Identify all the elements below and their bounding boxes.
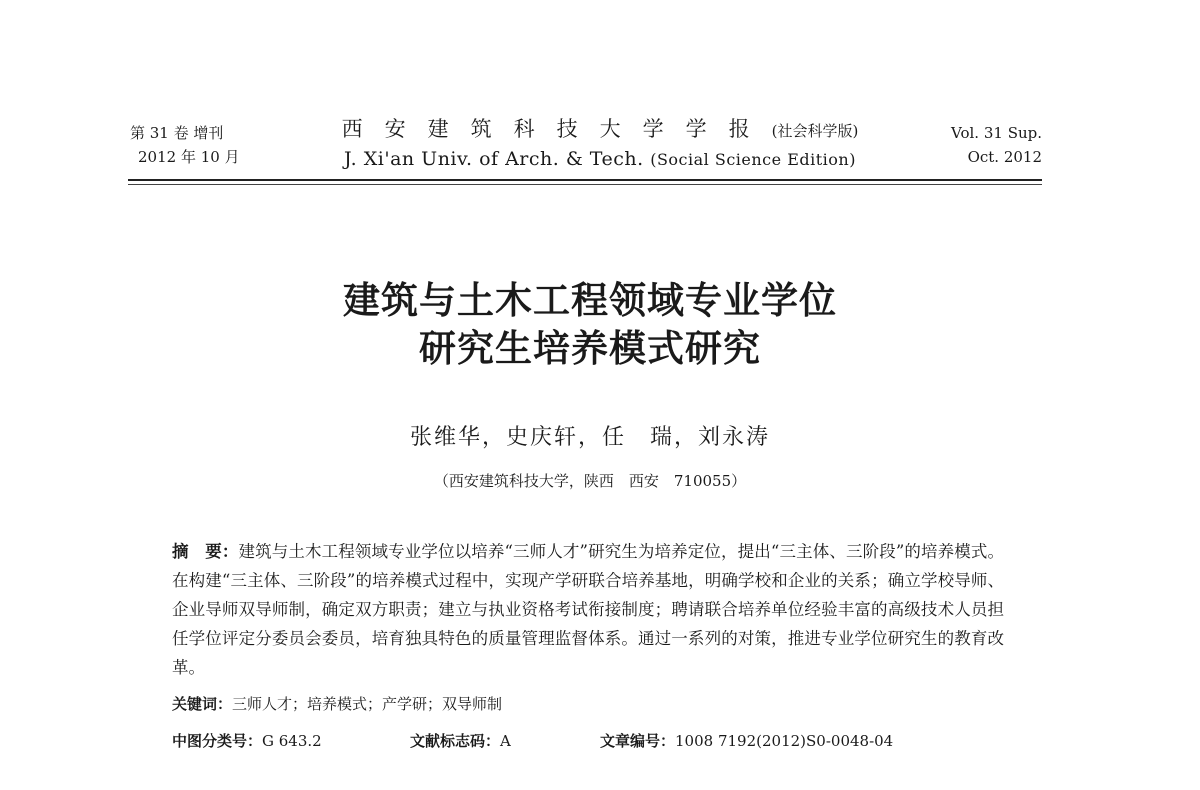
affiliation: （西安建筑科技大学，陕西 西安 710055） (433, 472, 747, 490)
clc-label: 中图分类号： (172, 732, 263, 750)
keywords (172, 693, 502, 714)
journal-name-cn-sub: (社会科学版) (771, 122, 859, 140)
journal-masthead (300, 115, 900, 174)
abstract (172, 537, 1004, 682)
keywords-label: 关键词： (172, 695, 233, 713)
volume-en: Vol. 31 Sup. (951, 124, 1042, 142)
journal-name-en-main: J. Xi'an Univ. of Arch. & Tech. (344, 148, 644, 170)
article-no-field (600, 730, 893, 751)
journal-name-cn-main: 西安建筑科技大学学报 (341, 117, 772, 141)
article-title (200, 276, 980, 372)
header-left (130, 121, 240, 169)
doc-code-field (410, 730, 511, 751)
keywords-text: 三师人才；培养模式；产学研；双导师制 (232, 695, 503, 713)
doc-code-value: A (500, 732, 511, 750)
title-line-1: 建筑与土木工程领域专业学位 (343, 278, 837, 322)
doc-code-label: 文献标志码： (410, 732, 501, 750)
title-line-2: 研究生培养模式研究 (419, 326, 761, 370)
clc-value: G 643.2 (262, 732, 322, 750)
abstract-label: 摘 要： (172, 542, 239, 561)
article-no-value: 1008 7192(2012)S0-0048-04 (675, 732, 894, 750)
clc-field (172, 730, 322, 751)
header-rule-thick (128, 179, 1042, 181)
header-rule-thin (128, 184, 1042, 185)
header-right (930, 121, 1042, 169)
article-no-label: 文章编号： (600, 732, 676, 750)
journal-name-cn (300, 115, 900, 145)
authors: 张维华，史庆轩，任 瑞，刘永涛 (409, 425, 770, 450)
journal-edition-en: (Social Science Edition) (650, 150, 856, 169)
volume-cn: 第 31 卷 增刊 (130, 124, 224, 142)
date-en: Oct. 2012 (967, 148, 1042, 166)
journal-name-en (300, 145, 900, 174)
date-cn: 2012 年 10 月 (138, 148, 240, 166)
abstract-text: 建筑与土木工程领域专业学位以培养“三师人才”研究生为培养定位，提出“三主体、三阶段”的培养模式。在构建“三主体、三阶段”的培养模式过程中，实现产学研联合培养基地，明确学校和企业的关系；确立学校导师、企业导师双导师制，确定双方职责；建立与执业资格考试衔接制度；聘请联合培养单位经验丰富的高级技术人员担任学位评定分委员会委员，培育独具特色的质量管理监督体系。通过一系列的对策，推进专业学位研究生的教育改革。 (172, 542, 1005, 677)
